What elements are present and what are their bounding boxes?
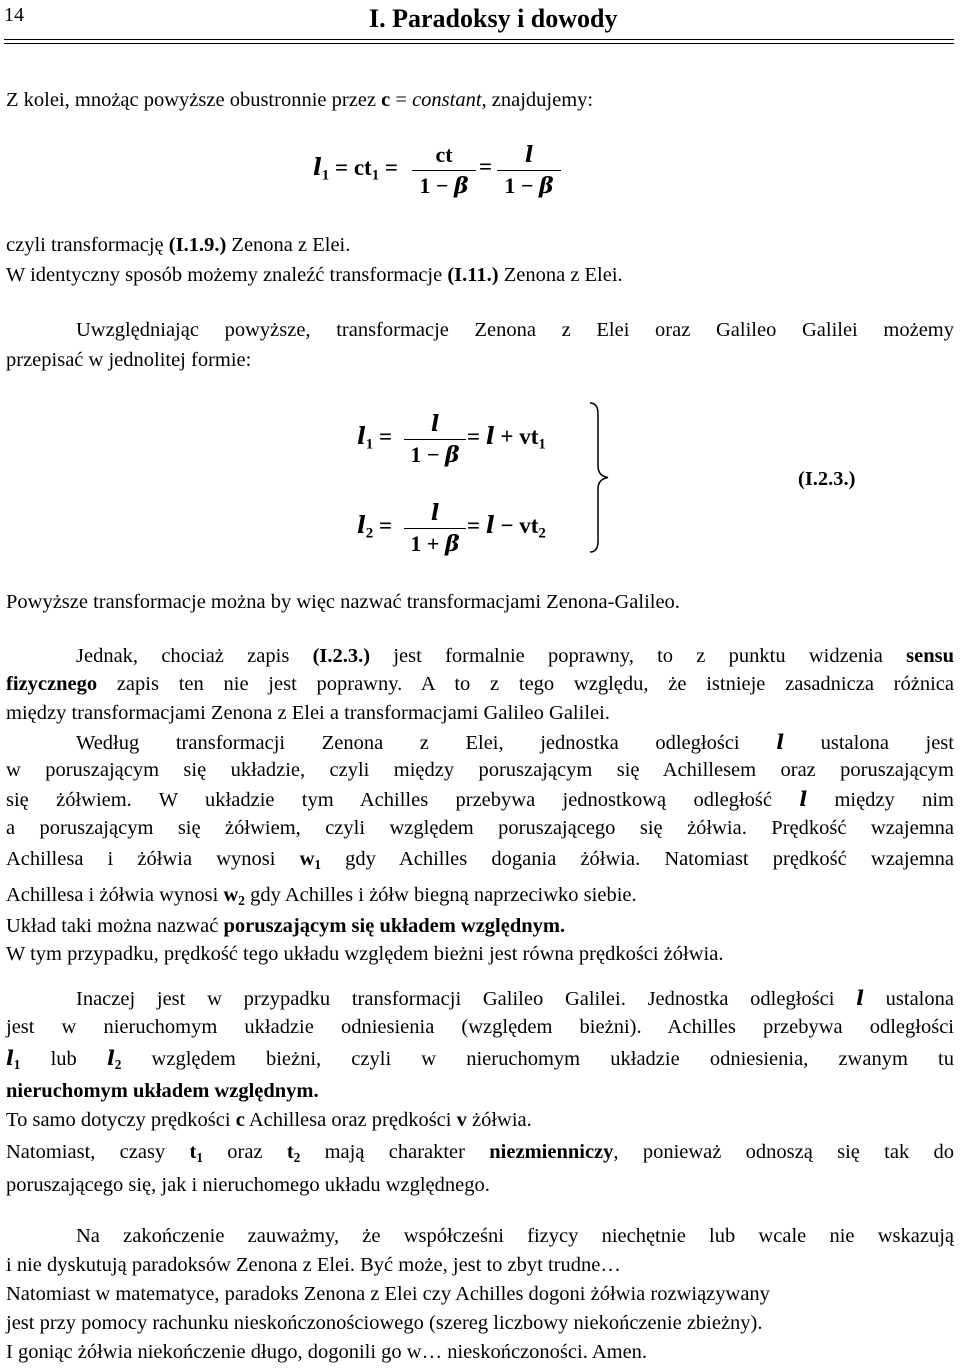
identyczny-line: W identyczny sposób możemy znaleźć transformacje (I.11.) Zenona z Elei. (6, 264, 623, 286)
eq1-fraction-2: $\frac{l}{1 - \beta}$ (497, 140, 561, 201)
wedlug-line-7: Układ taki można nazwać poruszającym się układem względnym. (6, 915, 566, 937)
koniec-line-3: Natomiast w matematyce, paradoks Zenona z Elei czy Achilles dogoni żółwia rozwiązywany (6, 1283, 770, 1305)
equation-label: (I.2.3.) (798, 468, 856, 490)
constant-word: constant (412, 89, 482, 111)
page-number: 14 (4, 4, 24, 26)
eq1-lhs: $l_1 = ct_1$ = (313, 154, 399, 184)
jednak-line-2: fizycznego zapis ten nie jest poprawny. A to z tego względu, że istnieje zasadnicza różnica (6, 673, 954, 695)
powyzsze-line: Powyższe transformacje można by więc nazwać transformacjami Zenona-Galileo. (6, 591, 680, 613)
equation-ref: (I.1.9.) (168, 234, 227, 256)
koniec-line-5: I goniąc żółwia niekończenie długo, dogonili go w… nieskończoności. Amen. (6, 1341, 648, 1363)
system-row2-lhs: $l_2$ = (357, 512, 393, 542)
eq1-fraction-1: $\frac{ct}{1 - \beta}$ (412, 140, 476, 201)
equation-ref: (I.2.3.) (312, 645, 371, 667)
czyli-line: czyli transformację (I.1.9.) Zenona z Elei. (6, 234, 351, 256)
wedlug-line-3: się żółwiem. W układzie tym Achilles przebywa jednostkową odległość l między nim (6, 787, 954, 811)
equation-ref: (I.11.) (447, 264, 499, 286)
var-c: c (381, 89, 391, 111)
wedlug-line-8: W tym przypadku, prędkość tego układu względem bieżni jest równa prędkości żółwia. (6, 943, 724, 965)
koniec-line-2: i nie dyskutują paradoksów Zenona z Elei. Być może, jest to zbyt trudne… (6, 1254, 621, 1276)
right-brace (588, 400, 618, 555)
intro-text: Z kolei, mnożąc powyższe obustronnie przez (6, 89, 382, 111)
intro-text-end: , znajdujemy: (481, 89, 594, 111)
koniec-line-4: jest przy pomocy rachunku nieskończonościowego (szereg liczbowy niekończenie zbieżny). (6, 1312, 763, 1334)
jednak-line-3: między transformacjami Zenona z Elei a transformacjami Galileo Galilei. (6, 702, 610, 724)
chapter-title: I. Paradoksy i dowody (369, 4, 618, 33)
system-row1-rhs: = $l + vt_1$ (467, 423, 546, 453)
wedlug-line-4: a poruszającym się żółwiem, czyli względem poruszającego się żółwia. Prędkość wzajemna (6, 817, 954, 839)
inaczej-line-3: $l_1$ lub $l_2$ względem bieżni, czyli w nieruchomym układzie odniesienia, zwanym tu (6, 1046, 955, 1072)
inaczej-line-6: Natomiast, czasy $t_1$ oraz $t_2$ mają charakter niezmienniczy, ponieważ odnoszą się tak do (6, 1141, 955, 1165)
paragraph-uwzgledniajac-2: przepisać w jednolitej formie: (6, 349, 252, 371)
inaczej-line-2: jest w nieruchomym układzie odniesienia (względem bieżni). Achilles przebywa odległości (6, 1016, 954, 1038)
intro-line (6, 86, 954, 114)
wedlug-line-6: Achillesa i żółwia wynosi $w_2$ gdy Achilles i żółw biegną naprzeciwko siebie. (6, 884, 637, 908)
system-row1-fraction: $\frac{l}{1 - \beta}$ (404, 409, 466, 470)
system-row2-fraction: $\frac{l}{1 + \beta}$ (404, 498, 466, 559)
eq1-equals: = (479, 154, 493, 179)
wedlug-line-5: Achillesa i żółwia wynosi $w_1$ gdy Achilles dogania żółwia. Natomiast prędkość wzajemna (6, 848, 954, 872)
header-rule (4, 39, 954, 44)
paragraph-uwzgledniajac-1: Uwzględniając powyższe, transformacje Zenona z Elei oraz Galileo Galilei możemy (76, 319, 954, 341)
wedlug-line-1: Według transformacji Zenona z Elei, jednostka odległości l ustalona jest (76, 730, 954, 754)
inaczej-line-7: poruszającego się, jak i nieruchomego układu względnego. (6, 1174, 490, 1196)
system-row2-rhs: = $l - vt_2$ (467, 512, 546, 542)
wedlug-line-2: w poruszającym się układzie, czyli między poruszającym się Achillesem oraz poruszającym (6, 759, 954, 781)
inaczej-line-5: To samo dotyczy prędkości c Achillesa oraz prędkości v żółwia. (6, 1109, 532, 1131)
system-row1-lhs: $l_1$ = (357, 423, 393, 453)
inaczej-line-4: nieruchomym układem względnym. (6, 1080, 319, 1102)
koniec-line-1: Na zakończenie zauważmy, że współcześni fizycy niechętnie lub wcale nie wskazują (76, 1225, 954, 1247)
jednak-line-1: Jednak, chociaż zapis (I.2.3.) jest formalnie poprawny, to z punktu widzenia sensu (76, 645, 955, 667)
equals-sign: = (390, 89, 413, 111)
inaczej-line-1: Inaczej jest w przypadku transformacji Galileo Galilei. Jednostka odległości l ustalona (76, 986, 954, 1010)
